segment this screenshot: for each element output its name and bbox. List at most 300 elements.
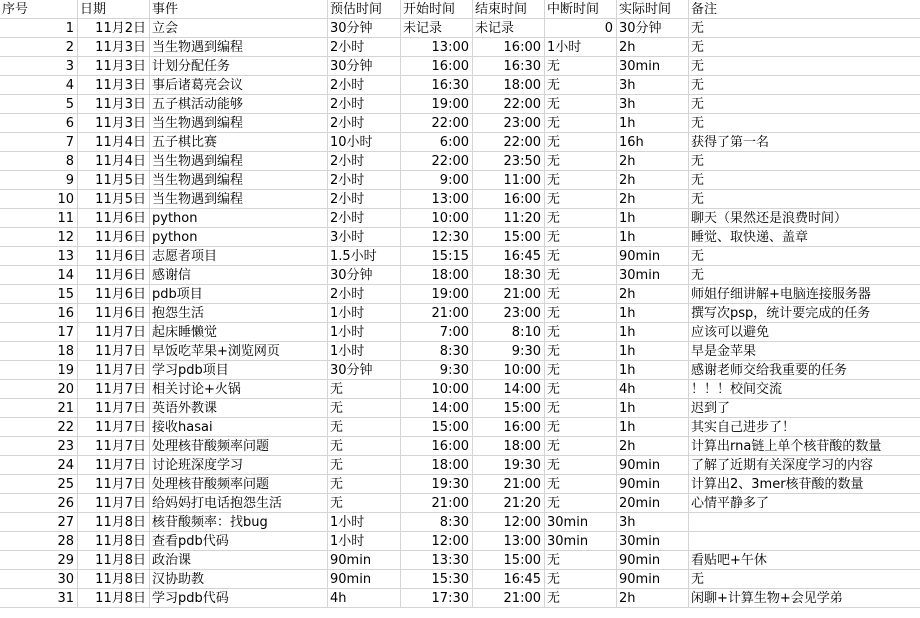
cell-col-event[interactable]: 英语外教课 — [150, 399, 328, 418]
header-col-actual-time[interactable]: 实际时间 — [617, 0, 689, 19]
cell-col-date[interactable]: 11月5日 — [78, 190, 150, 209]
cell-col-event[interactable]: 五子棋比赛 — [150, 133, 328, 152]
cell-col-interruption-time[interactable]: 无 — [545, 228, 617, 247]
cell-col-interruption-time[interactable]: 30min — [545, 532, 617, 551]
table-row — [0, 570, 920, 589]
cell-col-interruption-time[interactable]: 无 — [545, 304, 617, 323]
cell-col-remarks[interactable] — [689, 513, 920, 532]
cell-col-end-time[interactable]: 18:00 — [473, 76, 545, 95]
cell-col-estimated-time[interactable]: 90min — [328, 570, 401, 589]
cell-col-estimated-time[interactable]: 30分钟 — [328, 266, 401, 285]
cell-col-end-time[interactable]: 16:00 — [473, 38, 545, 57]
cell-col-date[interactable]: 11月7日 — [78, 437, 150, 456]
cell-col-estimated-time[interactable]: 1.5小时 — [328, 247, 401, 266]
cell-col-index[interactable]: 25 — [0, 475, 78, 494]
cell-col-index[interactable]: 9 — [0, 171, 78, 190]
cell-col-end-time[interactable]: 15:00 — [473, 399, 545, 418]
cell-col-estimated-time[interactable]: 2小时 — [328, 95, 401, 114]
cell-col-start-time[interactable]: 19:30 — [401, 475, 473, 494]
cell-col-actual-time[interactable]: 90min — [617, 475, 689, 494]
cell-col-index[interactable]: 5 — [0, 95, 78, 114]
table-row — [0, 266, 920, 285]
cell-col-end-time[interactable]: 22:00 — [473, 95, 545, 114]
cell-col-date[interactable]: 11月7日 — [78, 494, 150, 513]
cell-col-estimated-time[interactable]: 1小时 — [328, 342, 401, 361]
cell-col-index[interactable]: 29 — [0, 551, 78, 570]
header-col-index[interactable]: 序号 — [0, 0, 78, 19]
cell-col-estimated-time[interactable]: 2小时 — [328, 190, 401, 209]
cell-col-remarks[interactable]: 获得了第一名 — [689, 133, 920, 152]
cell-col-remarks[interactable]: 无 — [689, 266, 920, 285]
cell-col-start-time[interactable]: 15:00 — [401, 418, 473, 437]
cell-col-remarks[interactable]: 感谢老师交给我重要的任务 — [689, 361, 920, 380]
cell-col-actual-time[interactable]: 1h — [617, 323, 689, 342]
cell-col-index[interactable]: 17 — [0, 323, 78, 342]
header-col-date[interactable]: 日期 — [78, 0, 150, 19]
cell-col-interruption-time[interactable]: 无 — [545, 114, 617, 133]
cell-col-interruption-time[interactable]: 无 — [545, 551, 617, 570]
cell-col-interruption-time[interactable]: 30min — [545, 513, 617, 532]
cell-col-date[interactable]: 11月6日 — [78, 209, 150, 228]
cell-col-end-time[interactable]: 16:45 — [473, 570, 545, 589]
cell-col-estimated-time[interactable]: 2小时 — [328, 171, 401, 190]
cell-col-interruption-time[interactable]: 无 — [545, 437, 617, 456]
cell-col-start-time[interactable]: 16:30 — [401, 76, 473, 95]
cell-col-event[interactable]: 查看pdb代码 — [150, 532, 328, 551]
cell-col-remarks[interactable]: 其实自己进步了！ — [689, 418, 920, 437]
cell-col-index[interactable]: 7 — [0, 133, 78, 152]
cell-col-start-time[interactable]: 15:30 — [401, 570, 473, 589]
cell-col-date[interactable]: 11月8日 — [78, 570, 150, 589]
cell-col-actual-time[interactable]: 1h — [617, 399, 689, 418]
cell-col-event[interactable]: 学习pdb项目 — [150, 361, 328, 380]
cell-col-remarks[interactable]: ！！！校间交流 — [689, 380, 920, 399]
cell-col-interruption-time[interactable]: 1小时 — [545, 38, 617, 57]
cell-col-remarks[interactable]: 应该可以避免 — [689, 323, 920, 342]
table-row — [0, 399, 920, 418]
cell-col-date[interactable]: 11月3日 — [78, 38, 150, 57]
cell-col-end-time[interactable]: 21:00 — [473, 285, 545, 304]
cell-col-index[interactable]: 13 — [0, 247, 78, 266]
cell-col-end-time[interactable]: 21:00 — [473, 589, 545, 608]
cell-col-start-time[interactable]: 15:15 — [401, 247, 473, 266]
cell-col-estimated-time[interactable]: 无 — [328, 437, 401, 456]
table-row — [0, 532, 920, 551]
cell-col-event[interactable]: 当生物遇到编程 — [150, 114, 328, 133]
cell-col-interruption-time[interactable]: 无 — [545, 380, 617, 399]
cell-col-actual-time[interactable]: 20min — [617, 494, 689, 513]
cell-col-remarks[interactable]: 无 — [689, 95, 920, 114]
cell-col-date[interactable]: 11月6日 — [78, 285, 150, 304]
cell-col-start-time[interactable]: 18:00 — [401, 456, 473, 475]
cell-col-end-time[interactable]: 未记录 — [473, 19, 545, 38]
cell-col-date[interactable]: 11月8日 — [78, 532, 150, 551]
cell-col-remarks[interactable]: 无 — [689, 152, 920, 171]
cell-col-actual-time[interactable]: 1h — [617, 361, 689, 380]
cell-col-event[interactable]: 汉协助教 — [150, 570, 328, 589]
cell-col-event[interactable]: 学习pdb代码 — [150, 589, 328, 608]
table-row — [0, 437, 920, 456]
cell-col-event[interactable]: 志愿者项目 — [150, 247, 328, 266]
cell-col-event[interactable]: python — [150, 209, 328, 228]
cell-col-start-time[interactable]: 18:00 — [401, 266, 473, 285]
cell-col-date[interactable]: 11月2日 — [78, 19, 150, 38]
cell-col-index[interactable]: 28 — [0, 532, 78, 551]
cell-col-event[interactable]: 事后诸葛亮会议 — [150, 76, 328, 95]
cell-col-event[interactable]: 早饭吃苹果+浏览网页 — [150, 342, 328, 361]
cell-col-actual-time[interactable]: 2h — [617, 589, 689, 608]
cell-col-start-time[interactable]: 10:00 — [401, 209, 473, 228]
cell-col-estimated-time[interactable]: 10小时 — [328, 133, 401, 152]
cell-col-remarks[interactable]: 无 — [689, 114, 920, 133]
cell-col-interruption-time[interactable]: 0 — [545, 19, 617, 38]
cell-col-interruption-time[interactable]: 无 — [545, 133, 617, 152]
cell-col-event[interactable]: 处理核苷酸频率问题 — [150, 437, 328, 456]
cell-col-remarks[interactable]: 无 — [689, 171, 920, 190]
table-row — [0, 361, 920, 380]
cell-col-start-time[interactable]: 未记录 — [401, 19, 473, 38]
cell-col-event[interactable]: 立会 — [150, 19, 328, 38]
cell-col-event[interactable]: 感谢信 — [150, 266, 328, 285]
cell-col-start-time[interactable]: 16:00 — [401, 57, 473, 76]
cell-col-end-time[interactable]: 11:20 — [473, 209, 545, 228]
cell-col-end-time[interactable]: 21:20 — [473, 494, 545, 513]
cell-col-start-time[interactable]: 9:30 — [401, 361, 473, 380]
cell-col-estimated-time[interactable]: 2小时 — [328, 209, 401, 228]
cell-col-end-time[interactable]: 19:30 — [473, 456, 545, 475]
cell-col-event[interactable]: 当生物遇到编程 — [150, 152, 328, 171]
cell-col-interruption-time[interactable]: 无 — [545, 323, 617, 342]
cell-col-estimated-time[interactable]: 90min — [328, 551, 401, 570]
cell-col-remarks[interactable]: 心情平静多了 — [689, 494, 920, 513]
cell-col-index[interactable]: 21 — [0, 399, 78, 418]
cell-col-date[interactable]: 11月3日 — [78, 76, 150, 95]
cell-col-start-time[interactable]: 13:30 — [401, 551, 473, 570]
cell-col-interruption-time[interactable]: 无 — [545, 171, 617, 190]
cell-col-index[interactable]: 11 — [0, 209, 78, 228]
cell-col-date[interactable]: 11月3日 — [78, 114, 150, 133]
cell-col-date[interactable]: 11月8日 — [78, 589, 150, 608]
cell-col-start-time[interactable]: 17:30 — [401, 589, 473, 608]
cell-col-start-time[interactable]: 19:00 — [401, 95, 473, 114]
cell-col-actual-time[interactable]: 3h — [617, 76, 689, 95]
cell-col-estimated-time[interactable]: 无 — [328, 380, 401, 399]
cell-col-remarks[interactable]: 无 — [689, 190, 920, 209]
cell-col-actual-time[interactable]: 90min — [617, 551, 689, 570]
cell-col-start-time[interactable]: 9:00 — [401, 171, 473, 190]
cell-col-remarks[interactable]: 计算出rna链上单个核苷酸的数量 — [689, 437, 920, 456]
cell-col-estimated-time[interactable]: 2小时 — [328, 38, 401, 57]
cell-col-end-time[interactable]: 16:00 — [473, 190, 545, 209]
cell-col-end-time[interactable]: 10:00 — [473, 361, 545, 380]
cell-col-end-time[interactable]: 15:00 — [473, 551, 545, 570]
cell-col-actual-time[interactable]: 30分钟 — [617, 19, 689, 38]
cell-col-index[interactable]: 14 — [0, 266, 78, 285]
cell-col-end-time[interactable]: 23:00 — [473, 304, 545, 323]
cell-col-remarks[interactable]: 无 — [689, 76, 920, 95]
cell-col-date[interactable]: 11月3日 — [78, 57, 150, 76]
cell-col-index[interactable]: 10 — [0, 190, 78, 209]
header-col-interruption-time[interactable]: 中断时间 — [545, 0, 617, 19]
cell-col-start-time[interactable]: 13:00 — [401, 38, 473, 57]
cell-col-start-time[interactable]: 12:00 — [401, 532, 473, 551]
cell-col-remarks[interactable]: 睡觉、取快递、盖章 — [689, 228, 920, 247]
cell-col-end-time[interactable]: 16:30 — [473, 57, 545, 76]
cell-col-actual-time[interactable]: 2h — [617, 38, 689, 57]
cell-col-interruption-time[interactable]: 无 — [545, 418, 617, 437]
cell-col-index[interactable]: 12 — [0, 228, 78, 247]
table-row — [0, 57, 920, 76]
cell-col-actual-time[interactable]: 3h — [617, 513, 689, 532]
cell-col-index[interactable]: 2 — [0, 38, 78, 57]
header-col-remarks[interactable]: 备注 — [689, 0, 920, 19]
cell-col-event[interactable]: 处理核苷酸频率问题 — [150, 475, 328, 494]
cell-col-estimated-time[interactable]: 2小时 — [328, 114, 401, 133]
cell-col-index[interactable]: 30 — [0, 570, 78, 589]
cell-col-estimated-time[interactable]: 无 — [328, 494, 401, 513]
cell-col-start-time[interactable]: 22:00 — [401, 152, 473, 171]
cell-col-interruption-time[interactable]: 无 — [545, 570, 617, 589]
cell-col-index[interactable]: 8 — [0, 152, 78, 171]
cell-col-start-time[interactable]: 21:00 — [401, 304, 473, 323]
cell-col-remarks[interactable]: 无 — [689, 247, 920, 266]
cell-col-end-time[interactable]: 18:00 — [473, 437, 545, 456]
cell-col-remarks[interactable]: 聊天（果然还是浪费时间） — [689, 209, 920, 228]
cell-col-event[interactable]: 政治课 — [150, 551, 328, 570]
cell-col-actual-time[interactable]: 1h — [617, 228, 689, 247]
table-row — [0, 38, 920, 57]
cell-col-actual-time[interactable]: 16h — [617, 133, 689, 152]
table-row — [0, 304, 920, 323]
cell-col-estimated-time[interactable]: 1小时 — [328, 513, 401, 532]
cell-col-actual-time[interactable]: 90min — [617, 456, 689, 475]
cell-col-date[interactable]: 11月7日 — [78, 456, 150, 475]
cell-col-remarks[interactable]: 无 — [689, 57, 920, 76]
cell-col-estimated-time[interactable]: 1小时 — [328, 532, 401, 551]
cell-col-start-time[interactable]: 12:30 — [401, 228, 473, 247]
cell-col-actual-time[interactable]: 90min — [617, 570, 689, 589]
cell-col-actual-time[interactable]: 1h — [617, 418, 689, 437]
cell-col-estimated-time[interactable]: 3小时 — [328, 228, 401, 247]
cell-col-interruption-time[interactable]: 无 — [545, 456, 617, 475]
cell-col-interruption-time[interactable]: 无 — [545, 494, 617, 513]
cell-col-actual-time[interactable]: 3h — [617, 95, 689, 114]
cell-col-start-time[interactable]: 19:00 — [401, 285, 473, 304]
cell-col-estimated-time[interactable]: 2小时 — [328, 152, 401, 171]
cell-col-interruption-time[interactable]: 无 — [545, 57, 617, 76]
cell-col-date[interactable]: 11月5日 — [78, 171, 150, 190]
cell-col-index[interactable]: 4 — [0, 76, 78, 95]
cell-col-end-time[interactable]: 23:00 — [473, 114, 545, 133]
cell-col-date[interactable]: 11月7日 — [78, 399, 150, 418]
cell-col-end-time[interactable]: 12:00 — [473, 513, 545, 532]
cell-col-interruption-time[interactable]: 无 — [545, 399, 617, 418]
header-col-estimated-time[interactable]: 预估时间 — [328, 0, 401, 19]
cell-col-start-time[interactable]: 8:30 — [401, 513, 473, 532]
cell-col-end-time[interactable]: 21:00 — [473, 475, 545, 494]
cell-col-event[interactable]: 起床睡懒觉 — [150, 323, 328, 342]
cell-col-date[interactable]: 11月7日 — [78, 418, 150, 437]
cell-col-end-time[interactable]: 13:00 — [473, 532, 545, 551]
cell-col-start-time[interactable]: 22:00 — [401, 114, 473, 133]
cell-col-actual-time[interactable]: 30min — [617, 57, 689, 76]
cell-col-start-time[interactable]: 16:00 — [401, 437, 473, 456]
cell-col-event[interactable]: python — [150, 228, 328, 247]
cell-col-actual-time[interactable]: 2h — [617, 171, 689, 190]
cell-col-estimated-time[interactable]: 4h — [328, 589, 401, 608]
cell-col-date[interactable]: 11月6日 — [78, 304, 150, 323]
cell-col-date[interactable]: 11月7日 — [78, 323, 150, 342]
cell-col-start-time[interactable]: 8:30 — [401, 342, 473, 361]
cell-col-index[interactable]: 3 — [0, 57, 78, 76]
cell-col-date[interactable]: 11月6日 — [78, 228, 150, 247]
cell-col-date[interactable]: 11月6日 — [78, 247, 150, 266]
cell-col-date[interactable]: 11月8日 — [78, 551, 150, 570]
cell-col-date[interactable]: 11月7日 — [78, 361, 150, 380]
cell-col-event[interactable]: 给妈妈打电话抱怨生活 — [150, 494, 328, 513]
cell-col-index[interactable]: 26 — [0, 494, 78, 513]
table-row — [0, 228, 920, 247]
cell-col-index[interactable]: 6 — [0, 114, 78, 133]
cell-col-event[interactable]: pdb项目 — [150, 285, 328, 304]
cell-col-index[interactable]: 24 — [0, 456, 78, 475]
cell-col-event[interactable]: 抱怨生活 — [150, 304, 328, 323]
cell-col-interruption-time[interactable]: 无 — [545, 95, 617, 114]
cell-col-date[interactable]: 11月7日 — [78, 475, 150, 494]
cell-col-event[interactable]: 讨论班深度学习 — [150, 456, 328, 475]
cell-col-event[interactable]: 接收hasai — [150, 418, 328, 437]
cell-col-remarks[interactable] — [689, 532, 920, 551]
cell-col-end-time[interactable]: 22:00 — [473, 133, 545, 152]
cell-col-remarks[interactable]: 看贴吧+午休 — [689, 551, 920, 570]
cell-col-actual-time[interactable]: 2h — [617, 285, 689, 304]
cell-col-index[interactable]: 22 — [0, 418, 78, 437]
cell-col-index[interactable]: 15 — [0, 285, 78, 304]
cell-col-estimated-time[interactable]: 无 — [328, 475, 401, 494]
cell-col-date[interactable]: 11月3日 — [78, 95, 150, 114]
cell-col-interruption-time[interactable]: 无 — [545, 285, 617, 304]
cell-col-start-time[interactable]: 21:00 — [401, 494, 473, 513]
cell-col-end-time[interactable]: 14:00 — [473, 380, 545, 399]
cell-col-remarks[interactable]: 早是金苹果 — [689, 342, 920, 361]
cell-col-index[interactable]: 31 — [0, 589, 78, 608]
cell-col-index[interactable]: 23 — [0, 437, 78, 456]
cell-col-end-time[interactable]: 9:30 — [473, 342, 545, 361]
cell-col-actual-time[interactable]: 2h — [617, 190, 689, 209]
cell-col-remarks[interactable]: 撰写次psp，统计要完成的任务 — [689, 304, 920, 323]
cell-col-date[interactable]: 11月7日 — [78, 342, 150, 361]
cell-col-date[interactable]: 11月4日 — [78, 133, 150, 152]
header-col-end-time[interactable]: 结束时间 — [473, 0, 545, 19]
cell-col-interruption-time[interactable]: 无 — [545, 361, 617, 380]
cell-col-date[interactable]: 11月4日 — [78, 152, 150, 171]
cell-col-actual-time[interactable]: 2h — [617, 152, 689, 171]
cell-col-start-time[interactable]: 7:00 — [401, 323, 473, 342]
cell-col-event[interactable]: 相关讨论+火锅 — [150, 380, 328, 399]
cell-col-actual-time[interactable]: 30min — [617, 532, 689, 551]
cell-col-remarks[interactable]: 师姐仔细讲解+电脑连接服务器 — [689, 285, 920, 304]
cell-col-actual-time[interactable]: 1h — [617, 209, 689, 228]
cell-col-end-time[interactable]: 8:10 — [473, 323, 545, 342]
cell-col-end-time[interactable]: 16:45 — [473, 247, 545, 266]
cell-col-index[interactable]: 18 — [0, 342, 78, 361]
cell-col-interruption-time[interactable]: 无 — [545, 247, 617, 266]
cell-col-event[interactable]: 当生物遇到编程 — [150, 190, 328, 209]
cell-col-index[interactable]: 16 — [0, 304, 78, 323]
cell-col-estimated-time[interactable]: 无 — [328, 399, 401, 418]
cell-col-estimated-time[interactable]: 无 — [328, 456, 401, 475]
cell-col-interruption-time[interactable]: 无 — [545, 475, 617, 494]
cell-col-event[interactable]: 当生物遇到编程 — [150, 171, 328, 190]
cell-col-end-time[interactable]: 23:50 — [473, 152, 545, 171]
cell-col-actual-time[interactable]: 1h — [617, 342, 689, 361]
cell-col-estimated-time[interactable]: 30分钟 — [328, 57, 401, 76]
cell-col-index[interactable]: 20 — [0, 380, 78, 399]
cell-col-start-time[interactable]: 6:00 — [401, 133, 473, 152]
header-col-start-time[interactable]: 开始时间 — [401, 0, 473, 19]
cell-col-event[interactable]: 计划分配任务 — [150, 57, 328, 76]
header-row — [0, 0, 920, 19]
cell-col-date[interactable]: 11月8日 — [78, 513, 150, 532]
header-col-event[interactable]: 事件 — [150, 0, 328, 19]
cell-col-event[interactable]: 当生物遇到编程 — [150, 38, 328, 57]
cell-col-interruption-time[interactable]: 无 — [545, 342, 617, 361]
cell-col-end-time[interactable]: 18:30 — [473, 266, 545, 285]
cell-col-estimated-time[interactable]: 1小时 — [328, 323, 401, 342]
cell-col-actual-time[interactable]: 4h — [617, 380, 689, 399]
cell-col-date[interactable]: 11月6日 — [78, 266, 150, 285]
cell-col-estimated-time[interactable]: 1小时 — [328, 304, 401, 323]
cell-col-remarks[interactable]: 无 — [689, 38, 920, 57]
cell-col-index[interactable]: 19 — [0, 361, 78, 380]
cell-col-end-time[interactable]: 16:00 — [473, 418, 545, 437]
cell-col-date[interactable]: 11月7日 — [78, 380, 150, 399]
cell-col-remarks[interactable]: 了解了近期有关深度学习的内容 — [689, 456, 920, 475]
cell-col-event[interactable]: 五子棋活动能够 — [150, 95, 328, 114]
cell-col-interruption-time[interactable]: 无 — [545, 589, 617, 608]
cell-col-actual-time[interactable]: 1h — [617, 304, 689, 323]
cell-col-start-time[interactable]: 10:00 — [401, 380, 473, 399]
cell-col-remarks[interactable]: 闲聊+计算生物+会见学弟 — [689, 589, 920, 608]
cell-col-start-time[interactable]: 14:00 — [401, 399, 473, 418]
cell-col-interruption-time[interactable]: 无 — [545, 152, 617, 171]
cell-col-estimated-time[interactable]: 2小时 — [328, 285, 401, 304]
cell-col-actual-time[interactable]: 90min — [617, 247, 689, 266]
cell-col-estimated-time[interactable]: 30分钟 — [328, 19, 401, 38]
cell-col-actual-time[interactable]: 2h — [617, 437, 689, 456]
cell-col-interruption-time[interactable]: 无 — [545, 76, 617, 95]
cell-col-index[interactable]: 27 — [0, 513, 78, 532]
cell-col-remarks[interactable]: 无 — [689, 570, 920, 589]
cell-col-index[interactable]: 1 — [0, 19, 78, 38]
cell-col-remarks[interactable]: 迟到了 — [689, 399, 920, 418]
cell-col-estimated-time[interactable]: 无 — [328, 418, 401, 437]
cell-col-interruption-time[interactable]: 无 — [545, 209, 617, 228]
cell-col-actual-time[interactable]: 1h — [617, 114, 689, 133]
cell-col-estimated-time[interactable]: 30分钟 — [328, 361, 401, 380]
cell-col-interruption-time[interactable]: 无 — [545, 266, 617, 285]
cell-col-estimated-time[interactable]: 2小时 — [328, 76, 401, 95]
cell-col-remarks[interactable]: 计算出2、3mer核苷酸的数量 — [689, 475, 920, 494]
table-row — [0, 285, 920, 304]
cell-col-end-time[interactable]: 15:00 — [473, 228, 545, 247]
cell-col-actual-time[interactable]: 30min — [617, 266, 689, 285]
cell-col-event[interactable]: 核苷酸频率：找bug — [150, 513, 328, 532]
cell-col-end-time[interactable]: 11:00 — [473, 171, 545, 190]
cell-col-start-time[interactable]: 13:00 — [401, 190, 473, 209]
cell-col-interruption-time[interactable]: 无 — [545, 190, 617, 209]
cell-col-remarks[interactable]: 无 — [689, 19, 920, 38]
